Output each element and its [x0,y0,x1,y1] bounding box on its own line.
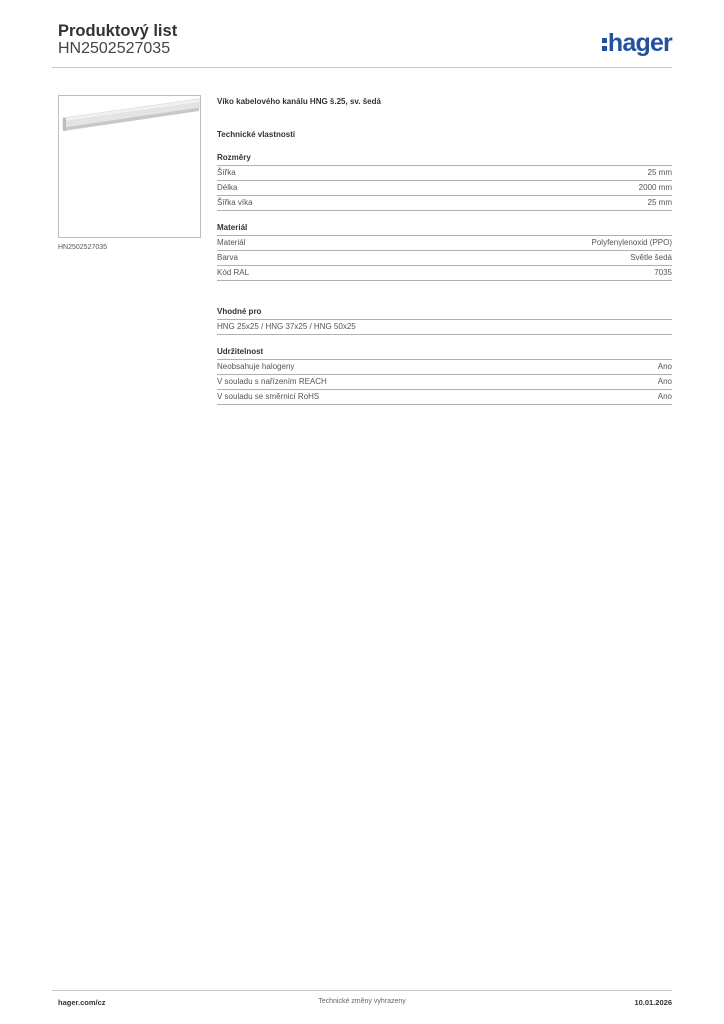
row-value: 25 mm [647,168,672,177]
row-label: Kód RAL [217,268,250,277]
row-value: Ano [657,377,672,386]
row-label: Délka [217,183,238,192]
table-row [217,196,672,211]
table-row [217,375,672,390]
table-row [217,266,672,281]
table-row [217,320,672,335]
row-value: Světle šedá [630,253,672,262]
page-title: Produktový list [58,22,178,40]
row-value: 25 mm [647,198,672,207]
row-label: Šířka víka [217,198,253,207]
section-title: Vhodné pro [217,307,672,320]
row-value: Polyfenylenoxid (PPO) [591,238,672,247]
table-row [217,360,672,375]
header-divider [52,67,672,68]
logo-dots-icon [602,38,607,51]
product-details [217,96,672,405]
row-value: Ano [657,362,672,371]
product-image [58,95,201,238]
footer-website-link[interactable]: hager.com/cz [58,998,106,1007]
cable-duct-lid-illustration [59,96,200,237]
row-label: V souladu se směrnicí RoHS [217,392,320,401]
technical-properties-heading: Technické vlastnosti [217,130,296,139]
section-sustainability [217,347,672,405]
image-caption: HN2502527035 [58,244,108,251]
row-label: Neobsahuje halogeny [217,362,295,371]
row-value: Ano [657,392,672,401]
section-suitable-for [217,307,672,335]
row-label: HNG 25x25 / HNG 37x25 / HNG 50x25 [217,322,356,331]
footer-notice: Technické změny vyhrazeny [318,998,406,1005]
product-code: HN2502527035 [58,40,171,57]
table-row [217,181,672,196]
table-row [217,166,672,181]
section-title: Udržitelnost [217,347,672,360]
footer-date: 10.01.2026 [634,998,672,1007]
section-dimensions [217,153,672,211]
hager-logo[interactable] [602,28,672,58]
product-name: Víko kabelového kanálu HNG š.25, sv. šedá [217,97,381,106]
row-label: Šířka [217,168,236,177]
section-title: Materiál [217,223,672,236]
row-label: Materiál [217,238,246,247]
row-label: V souladu s nařízením REACH [217,377,327,386]
table-row [217,251,672,266]
table-row [217,236,672,251]
row-label: Barva [217,253,238,262]
row-value: 2000 mm [638,183,672,192]
row-value: 7035 [654,268,672,277]
logo-text: hager [607,29,672,57]
table-row [217,390,672,405]
footer-divider [52,990,672,991]
section-title: Rozměry [217,153,672,166]
section-material [217,223,672,281]
